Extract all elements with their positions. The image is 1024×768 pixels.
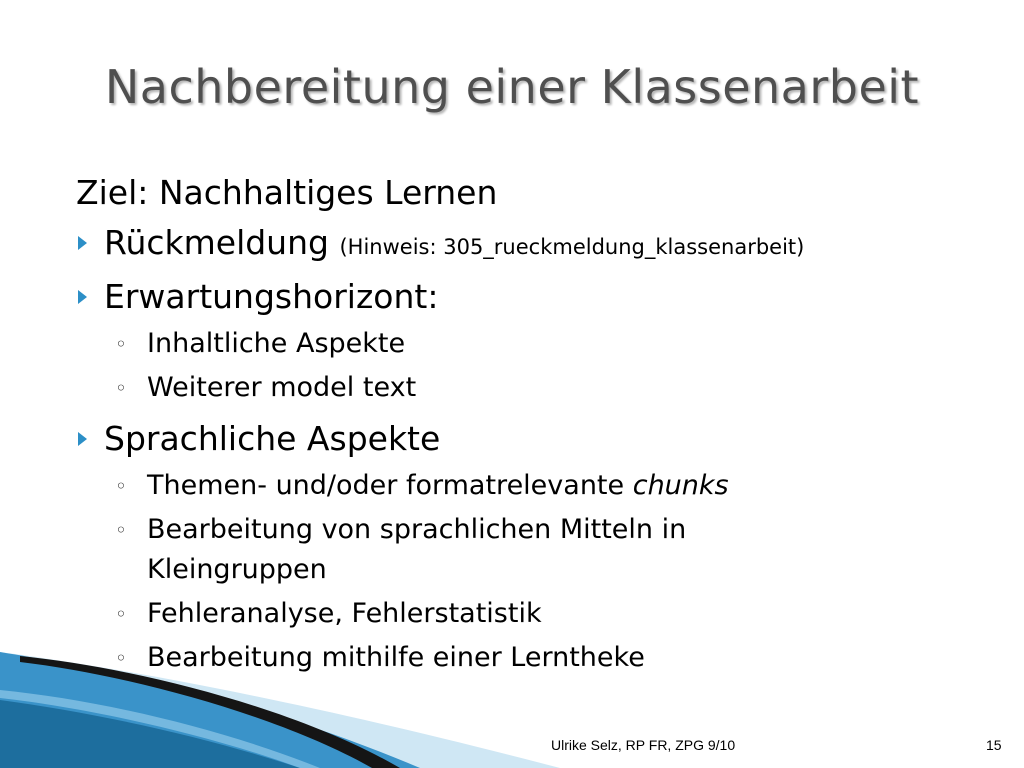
italic-term: chunks xyxy=(632,470,729,501)
bullet-text: Erwartungshorizont: xyxy=(104,277,439,316)
hollow-circle-icon: ◦ xyxy=(115,646,127,670)
sub-bullet-fehleranalyse xyxy=(76,594,976,634)
sub-bullet-chunks xyxy=(76,466,976,506)
hint-text: (Hinweis: 305_rueckmeldung_klassenarbeit) xyxy=(339,235,805,259)
blue-triangle-icon xyxy=(78,236,87,250)
hollow-circle-icon: ◦ xyxy=(115,376,127,400)
hollow-circle-icon: ◦ xyxy=(115,474,127,498)
blue-triangle-icon xyxy=(78,432,87,446)
hollow-circle-icon: ◦ xyxy=(115,518,127,542)
page-number: 15 xyxy=(986,737,1002,753)
bullet-sprachliche-aspekte xyxy=(76,412,976,466)
sub-bullet-lerntheke xyxy=(76,638,976,678)
bullet-rueckmeldung xyxy=(76,216,976,270)
sub-bullet-text: Bearbeitung von sprachlichen Mitteln in Kleingruppen xyxy=(147,514,687,585)
hollow-circle-icon: ◦ xyxy=(115,602,127,626)
bullet-text: Rückmeldung xyxy=(104,223,329,262)
sub-bullet-text: Weiterer model text xyxy=(147,372,417,403)
blue-triangle-icon xyxy=(78,290,87,304)
bullet-text: Sprachliche Aspekte xyxy=(104,419,441,458)
sub-bullet-text: Fehleranalyse, Fehlerstatistik xyxy=(147,598,542,629)
goal-heading: Ziel: Nachhaltiges Lernen xyxy=(76,173,498,212)
bullet-erwartungshorizont xyxy=(76,270,976,324)
sub-bullet-text: Themen- und/oder formatrelevante xyxy=(147,470,633,501)
sub-bullet-text: Inhaltliche Aspekte xyxy=(147,328,406,359)
hollow-circle-icon: ◦ xyxy=(115,332,127,356)
footer-author: Ulrike Selz, RP FR, ZPG 9/10 xyxy=(551,737,736,753)
sub-bullet-weiterer-model-text xyxy=(76,368,976,408)
sub-bullet-text: Bearbeitung mithilfe einer Lerntheke xyxy=(147,642,645,673)
slide-body xyxy=(76,170,976,682)
sub-bullet-inhaltliche-aspekte xyxy=(76,324,976,364)
slide-title: Nachbereitung einer Klassenarbeit xyxy=(104,60,920,114)
sub-bullet-kleingruppen xyxy=(76,510,797,590)
